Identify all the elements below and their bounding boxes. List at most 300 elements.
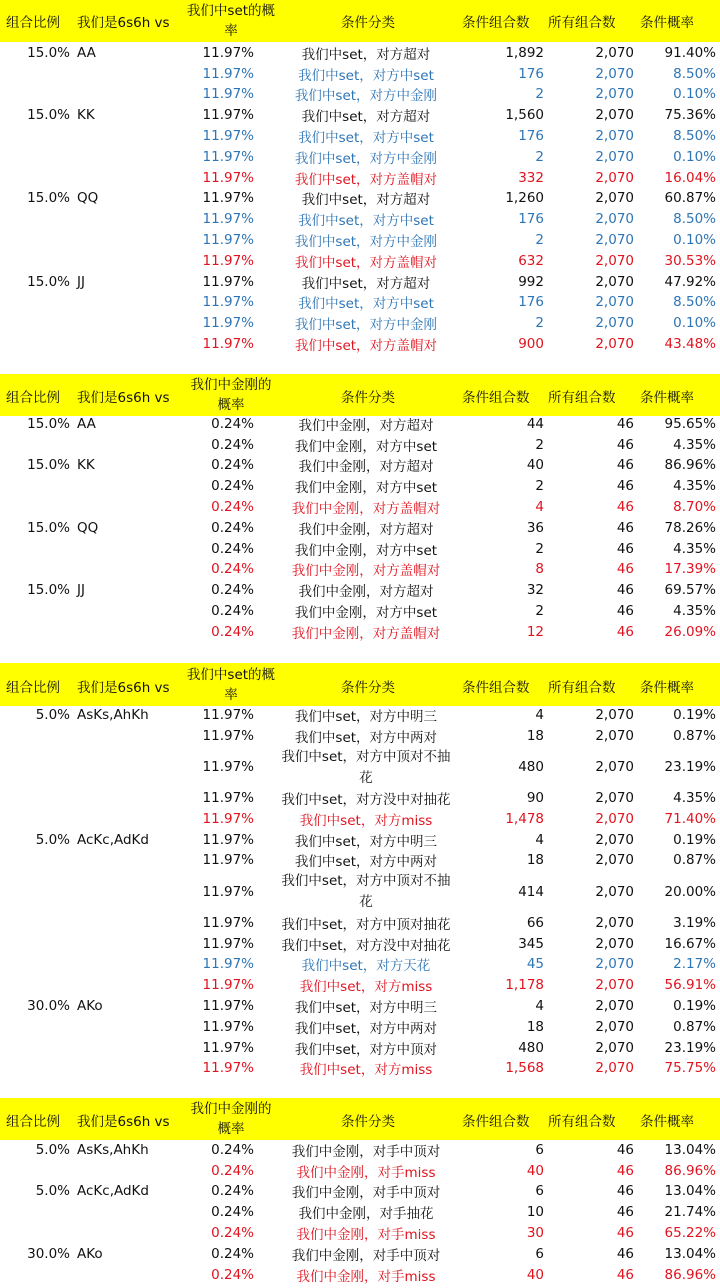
category-cell: 我们中set，对方中顶对抽花: [281, 916, 451, 933]
header-ratio: 组合比例: [6, 680, 60, 696]
table-row: [0, 43, 720, 64]
cond-combos-cell: 176: [518, 128, 544, 145]
table-row: [0, 126, 720, 147]
cond-combos-cell: 45: [526, 956, 544, 973]
all-combos-cell: 2,070: [595, 273, 634, 290]
category-cell: 我们中金刚，对手miss: [296, 1268, 436, 1285]
header-prob: 我们中金刚的概率: [190, 377, 272, 413]
cond-prob-cell: 0.10%: [673, 86, 716, 103]
category-cell: 我们中金刚，对方盖帽对: [291, 563, 441, 580]
cond-prob-cell: 0.87%: [673, 852, 716, 869]
hand-cell: KK: [77, 107, 95, 124]
category-cell: 我们中set，对方中明三: [294, 833, 438, 850]
header-cond-prob: 条件概率: [640, 15, 694, 31]
cond-prob-cell: 75.75%: [664, 1060, 716, 1077]
cond-combos-cell: 10: [526, 1204, 544, 1221]
all-combos-cell: 2,070: [595, 914, 634, 931]
all-combos-cell: 46: [616, 561, 634, 578]
all-combos-cell: 46: [616, 1204, 634, 1221]
cond-prob-cell: 4.35%: [673, 436, 716, 453]
prob-cell: 0.24%: [211, 1245, 254, 1262]
cond-prob-cell: 0.10%: [673, 148, 716, 165]
table-row: [0, 518, 720, 539]
cond-prob-cell: 0.19%: [673, 998, 716, 1015]
category-cell: 我们中金刚，对手miss: [296, 1164, 436, 1181]
cond-prob-cell: 56.91%: [664, 977, 716, 994]
table-row: [0, 955, 720, 976]
header-prob: 我们中金刚的概率: [190, 1101, 272, 1137]
prob-cell: 0.24%: [211, 1162, 254, 1179]
category-cell: 我们中set，对方miss: [299, 812, 433, 829]
header-all-combos: 所有组合数: [548, 680, 616, 696]
category-cell: 我们中set，对方中明三: [294, 708, 438, 725]
prob-cell: 11.97%: [202, 852, 254, 869]
category-cell: 我们中set，对方miss: [299, 1062, 433, 1079]
cond-prob-cell: 8.50%: [673, 65, 716, 82]
category-cell: 我们中金刚，对方中set: [294, 480, 438, 497]
all-combos-cell: 46: [616, 1183, 634, 1200]
hand-cell: AcKc,AdKd: [77, 831, 149, 848]
table-row: [0, 788, 720, 809]
category-cell: 我们中set，对方盖帽对: [294, 338, 438, 355]
header-ratio: 组合比例: [6, 390, 60, 406]
cond-combos-cell: 4: [535, 706, 544, 723]
cond-prob-cell: 30.53%: [664, 252, 716, 269]
cond-combos-cell: 2: [535, 315, 544, 332]
cond-combos-cell: 8: [535, 561, 544, 578]
table-row: [0, 209, 720, 230]
all-combos-cell: 2,070: [595, 1060, 634, 1077]
all-combos-cell: 2,070: [595, 169, 634, 186]
all-combos-cell: 46: [616, 415, 634, 432]
table-header: [0, 1098, 720, 1140]
cond-combos-cell: 2: [535, 148, 544, 165]
cond-prob-cell: 75.36%: [664, 107, 716, 124]
header-category: 条件分类: [341, 1114, 395, 1130]
cond-combos-cell: 40: [526, 457, 544, 474]
cond-combos-cell: 345: [518, 935, 544, 952]
prob-cell: 11.97%: [202, 914, 254, 931]
prob-cell: 11.97%: [202, 935, 254, 952]
table-row: [0, 705, 720, 726]
cond-combos-cell: 90: [526, 790, 544, 807]
cond-combos-cell: 2: [535, 436, 544, 453]
all-combos-cell: 2,070: [595, 956, 634, 973]
cond-prob-cell: 78.26%: [664, 519, 716, 536]
header-all-combos: 所有组合数: [548, 390, 616, 406]
cond-combos-cell: 6: [535, 1141, 544, 1158]
prob-cell: 0.24%: [211, 436, 254, 453]
prob-cell: 11.97%: [202, 810, 254, 827]
cond-prob-cell: 0.87%: [673, 1018, 716, 1035]
table-row: [0, 1059, 720, 1080]
cond-combos-cell: 1,478: [505, 810, 544, 827]
all-combos-cell: 2,070: [595, 294, 634, 311]
cond-combos-cell: 40: [526, 1266, 544, 1283]
all-combos-cell: 2,070: [595, 935, 634, 952]
all-combos-cell: 46: [616, 1141, 634, 1158]
cond-combos-cell: 40: [526, 1162, 544, 1179]
table-row: [0, 830, 720, 851]
all-combos-cell: 46: [616, 499, 634, 516]
header-category: 条件分类: [341, 680, 395, 696]
ratio-cell: 30.0%: [27, 998, 70, 1015]
cond-combos-cell: 1,178: [505, 977, 544, 994]
category-cell: 我们中金刚，对手中顶对: [291, 1185, 441, 1202]
all-combos-cell: 46: [616, 1225, 634, 1242]
all-combos-cell: 46: [616, 1162, 634, 1179]
cond-prob-cell: 43.48%: [664, 336, 716, 353]
prob-cell: 0.24%: [211, 1266, 254, 1283]
all-combos-cell: 2,070: [595, 998, 634, 1015]
all-combos-cell: 2,070: [595, 315, 634, 332]
all-combos-cell: 2,070: [595, 232, 634, 249]
ratio-cell: 5.0%: [35, 706, 70, 723]
table-row: [0, 293, 720, 314]
category-cell: 我们中set，对方中set: [298, 296, 434, 313]
cond-prob-cell: 86.96%: [664, 1266, 716, 1283]
ratio-cell: 5.0%: [35, 1183, 70, 1200]
category-cell: 我们中set，对方中两对: [294, 854, 438, 871]
table-row: [0, 189, 720, 210]
category-cell: 我们中金刚，对方中set: [294, 438, 438, 455]
header-we: 我们是6s6h vs: [77, 390, 170, 406]
cond-combos-cell: 30: [526, 1225, 544, 1242]
cond-prob-cell: 4.35%: [673, 478, 716, 495]
hand-cell: AcKc,AdKd: [77, 1183, 149, 1200]
prob-cell: 11.97%: [202, 86, 254, 103]
category-cell: 我们中set，对方中顶对不抽花: [281, 873, 451, 911]
table-row: [0, 726, 720, 747]
cond-prob-cell: 2.17%: [673, 956, 716, 973]
prob-cell: 11.97%: [202, 831, 254, 848]
category-cell: 我们中set，对方中金刚: [294, 234, 438, 251]
all-combos-cell: 2,070: [595, 107, 634, 124]
prob-cell: 11.97%: [202, 252, 254, 269]
ratio-cell: 5.0%: [35, 1141, 70, 1158]
table-row: [0, 414, 720, 435]
ratio-cell: 15.0%: [27, 44, 70, 61]
cond-combos-cell: 1,560: [505, 107, 544, 124]
category-cell: 我们中金刚，对方中set: [294, 605, 438, 622]
all-combos-cell: 2,070: [595, 977, 634, 994]
prob-cell: 11.97%: [202, 190, 254, 207]
category-cell: 我们中金刚，对手miss: [296, 1227, 436, 1244]
ratio-cell: 15.0%: [27, 415, 70, 432]
prob-cell: 11.97%: [202, 727, 254, 744]
header-cond-combos: 条件组合数: [462, 390, 530, 406]
category-cell: 我们中金刚，对手中顶对: [291, 1143, 441, 1160]
cond-prob-cell: 17.39%: [664, 561, 716, 578]
cond-combos-cell: 6: [535, 1245, 544, 1262]
category-cell: 我们中set，对方中set: [298, 67, 434, 84]
all-combos-cell: 46: [616, 436, 634, 453]
all-combos-cell: 2,070: [595, 336, 634, 353]
cond-prob-cell: 86.96%: [664, 457, 716, 474]
prob-cell: 11.97%: [202, 315, 254, 332]
cond-combos-cell: 4: [535, 998, 544, 1015]
category-cell: 我们中金刚，对手抽花: [298, 1206, 434, 1223]
table-row: [0, 1265, 720, 1286]
cond-combos-cell: 18: [526, 852, 544, 869]
cond-prob-cell: 86.96%: [664, 1162, 716, 1179]
prob-cell: 0.24%: [211, 540, 254, 557]
category-cell: 我们中set，对方中顶对: [294, 1041, 438, 1058]
table-row: [0, 560, 720, 581]
table-row: [0, 1140, 720, 1161]
cond-prob-cell: 20.00%: [664, 883, 716, 900]
header-cond-combos: 条件组合数: [462, 1114, 530, 1130]
table-row: [0, 1244, 720, 1265]
table-row: [0, 747, 720, 789]
category-cell: 我们中set，对方中set: [298, 213, 434, 230]
cond-combos-cell: 4: [535, 831, 544, 848]
cond-prob-cell: 4.35%: [673, 540, 716, 557]
cond-prob-cell: 65.22%: [664, 1225, 716, 1242]
cond-combos-cell: 480: [518, 1039, 544, 1056]
category-cell: 我们中set，对方没中对抽花: [281, 792, 451, 809]
prob-cell: 0.24%: [211, 1204, 254, 1221]
all-combos-cell: 2,070: [595, 44, 634, 61]
all-combos-cell: 46: [616, 1266, 634, 1283]
table-row: [0, 1038, 720, 1059]
cond-combos-cell: 176: [518, 65, 544, 82]
header-all-combos: 所有组合数: [548, 1114, 616, 1130]
cond-prob-cell: 4.35%: [673, 603, 716, 620]
ratio-cell: 5.0%: [35, 831, 70, 848]
cond-combos-cell: 2: [535, 232, 544, 249]
table-row: [0, 539, 720, 560]
category-cell: 我们中金刚，对方超对: [298, 521, 434, 538]
cond-prob-cell: 23.19%: [664, 1039, 716, 1056]
ratio-cell: 15.0%: [27, 190, 70, 207]
table-row: [0, 497, 720, 518]
category-cell: 我们中set，对方中set: [298, 130, 434, 147]
all-combos-cell: 2,070: [595, 1018, 634, 1035]
prob-cell: 11.97%: [202, 706, 254, 723]
table-header: [0, 663, 720, 706]
ratio-cell: 15.0%: [27, 582, 70, 599]
cond-combos-cell: 32: [526, 582, 544, 599]
header-all-combos: 所有组合数: [548, 15, 616, 31]
category-cell: 我们中set，对方超对: [301, 192, 431, 209]
all-combos-cell: 46: [616, 603, 634, 620]
header-category: 条件分类: [341, 390, 395, 406]
prob-cell: 11.97%: [202, 977, 254, 994]
cond-combos-cell: 2: [535, 86, 544, 103]
header-cond-prob: 条件概率: [640, 1114, 694, 1130]
category-cell: 我们中set，对方超对: [301, 275, 431, 292]
category-cell: 我们中set，对方盖帽对: [294, 254, 438, 271]
all-combos-cell: 2,070: [595, 148, 634, 165]
prob-cell: 11.97%: [202, 1060, 254, 1077]
all-combos-cell: 2,070: [595, 1039, 634, 1056]
all-combos-cell: 2,070: [595, 758, 634, 775]
cond-prob-cell: 16.04%: [664, 169, 716, 186]
prob-cell: 11.97%: [202, 294, 254, 311]
header-we: 我们是6s6h vs: [77, 15, 170, 31]
table-set-vs-ak: [0, 663, 720, 1083]
prob-cell: 11.97%: [202, 232, 254, 249]
hand-cell: AKo: [77, 1245, 103, 1262]
all-combos-cell: 2,070: [595, 727, 634, 744]
cond-combos-cell: 44: [526, 415, 544, 432]
table-row: [0, 809, 720, 830]
cond-combos-cell: 1,260: [505, 190, 544, 207]
cond-prob-cell: 71.40%: [664, 810, 716, 827]
category-cell: 我们中set，对方中金刚: [294, 317, 438, 334]
table-quads-vs-ak: [0, 1098, 720, 1286]
all-combos-cell: 2,070: [595, 790, 634, 807]
prob-cell: 0.24%: [211, 415, 254, 432]
prob-cell: 11.97%: [202, 128, 254, 145]
category-cell: 我们中set，对方miss: [299, 979, 433, 996]
table-quads-vs-pairs: [0, 374, 720, 644]
hand-cell: AA: [77, 415, 96, 432]
category-cell: 我们中set，对方没中对抽花: [281, 937, 451, 954]
cond-combos-cell: 176: [518, 211, 544, 228]
header-cond-combos: 条件组合数: [462, 15, 530, 31]
category-cell: 我们中set，对方中两对: [294, 1020, 438, 1037]
cond-prob-cell: 8.50%: [673, 128, 716, 145]
ratio-cell: 30.0%: [27, 1245, 70, 1262]
all-combos-cell: 2,070: [595, 883, 634, 900]
table-row: [0, 168, 720, 189]
category-cell: 我们中金刚，对方超对: [298, 584, 434, 601]
cond-prob-cell: 69.57%: [664, 582, 716, 599]
category-cell: 我们中金刚，对方超对: [298, 459, 434, 476]
cond-prob-cell: 13.04%: [664, 1183, 716, 1200]
prob-cell: 0.24%: [211, 457, 254, 474]
table-row: [0, 996, 720, 1017]
table-row: [0, 622, 720, 643]
table-row: [0, 147, 720, 168]
prob-cell: 11.97%: [202, 790, 254, 807]
hand-cell: KK: [77, 457, 95, 474]
hand-cell: AKo: [77, 998, 103, 1015]
ratio-cell: 15.0%: [27, 107, 70, 124]
hand-cell: JJ: [77, 582, 85, 599]
all-combos-cell: 2,070: [595, 128, 634, 145]
cond-prob-cell: 0.19%: [673, 706, 716, 723]
prob-cell: 11.97%: [202, 169, 254, 186]
table-row: [0, 272, 720, 293]
cond-combos-cell: 1,568: [505, 1060, 544, 1077]
cond-prob-cell: 8.50%: [673, 211, 716, 228]
ratio-cell: 15.0%: [27, 519, 70, 536]
hand-cell: AA: [77, 44, 96, 61]
table-row: [0, 975, 720, 996]
table-row: [0, 476, 720, 497]
cond-prob-cell: 91.40%: [664, 44, 716, 61]
cond-prob-cell: 60.87%: [664, 190, 716, 207]
all-combos-cell: 2,070: [595, 810, 634, 827]
cond-prob-cell: 26.09%: [664, 623, 716, 640]
header-ratio: 组合比例: [6, 1114, 60, 1130]
prob-cell: 0.24%: [211, 561, 254, 578]
cond-combos-cell: 6: [535, 1183, 544, 1200]
cond-combos-cell: 900: [518, 336, 544, 353]
table-row: [0, 913, 720, 934]
cond-combos-cell: 414: [518, 883, 544, 900]
cond-combos-cell: 332: [518, 169, 544, 186]
prob-cell: 11.97%: [202, 148, 254, 165]
table-row: [0, 230, 720, 251]
cond-combos-cell: 2: [535, 478, 544, 495]
table-row: [0, 85, 720, 106]
header-prob: 我们中set的概率: [186, 3, 276, 39]
table-row: [0, 105, 720, 126]
category-cell: 我们中set，对方中金刚: [294, 88, 438, 105]
cond-prob-cell: 8.50%: [673, 294, 716, 311]
table-row: [0, 334, 720, 355]
cond-prob-cell: 16.67%: [664, 935, 716, 952]
cond-prob-cell: 8.70%: [673, 499, 716, 516]
cond-combos-cell: 66: [526, 914, 544, 931]
cond-prob-cell: 0.87%: [673, 727, 716, 744]
category-cell: 我们中set，对方中明三: [294, 1000, 438, 1017]
hand-cell: QQ: [77, 519, 99, 536]
prob-cell: 0.24%: [211, 1225, 254, 1242]
prob-cell: 11.97%: [202, 211, 254, 228]
cond-prob-cell: 13.04%: [664, 1141, 716, 1158]
header-ratio: 组合比例: [6, 15, 60, 31]
all-combos-cell: 2,070: [595, 706, 634, 723]
header-cond-prob: 条件概率: [640, 390, 694, 406]
table-row: [0, 1017, 720, 1038]
cond-combos-cell: 18: [526, 727, 544, 744]
cond-combos-cell: 2: [535, 540, 544, 557]
table-row: [0, 1161, 720, 1182]
cond-prob-cell: 47.92%: [664, 273, 716, 290]
category-cell: 我们中set，对方盖帽对: [294, 171, 438, 188]
cond-combos-cell: 992: [518, 273, 544, 290]
ratio-cell: 15.0%: [27, 457, 70, 474]
category-cell: 我们中set，对方天花: [301, 958, 431, 975]
table-row: [0, 456, 720, 477]
all-combos-cell: 2,070: [595, 852, 634, 869]
table-row: [0, 601, 720, 622]
all-combos-cell: 46: [616, 623, 634, 640]
prob-cell: 11.97%: [202, 336, 254, 353]
category-cell: 我们中set，对方超对: [301, 109, 431, 126]
category-cell: 我们中金刚，对方超对: [298, 417, 434, 434]
category-cell: 我们中金刚，对方中set: [294, 542, 438, 559]
prob-cell: 11.97%: [202, 107, 254, 124]
cond-combos-cell: 480: [518, 758, 544, 775]
category-cell: 我们中金刚，对手中顶对: [291, 1247, 441, 1264]
cond-prob-cell: 4.35%: [673, 790, 716, 807]
category-cell: 我们中set，对方中两对: [294, 729, 438, 746]
cond-combos-cell: 176: [518, 294, 544, 311]
prob-cell: 11.97%: [202, 758, 254, 775]
cond-prob-cell: 95.65%: [664, 415, 716, 432]
prob-cell: 11.97%: [202, 1039, 254, 1056]
cond-combos-cell: 36: [526, 519, 544, 536]
all-combos-cell: 46: [616, 1245, 634, 1262]
hand-cell: JJ: [77, 273, 85, 290]
prob-cell: 0.24%: [211, 603, 254, 620]
cond-prob-cell: 0.10%: [673, 315, 716, 332]
table-row: [0, 1182, 720, 1203]
cond-combos-cell: 632: [518, 252, 544, 269]
table-row: [0, 313, 720, 334]
all-combos-cell: 2,070: [595, 86, 634, 103]
header-category: 条件分类: [341, 15, 395, 31]
table-set-vs-pairs: [0, 0, 720, 355]
table-row: [0, 934, 720, 955]
header-cond-prob: 条件概率: [640, 680, 694, 696]
